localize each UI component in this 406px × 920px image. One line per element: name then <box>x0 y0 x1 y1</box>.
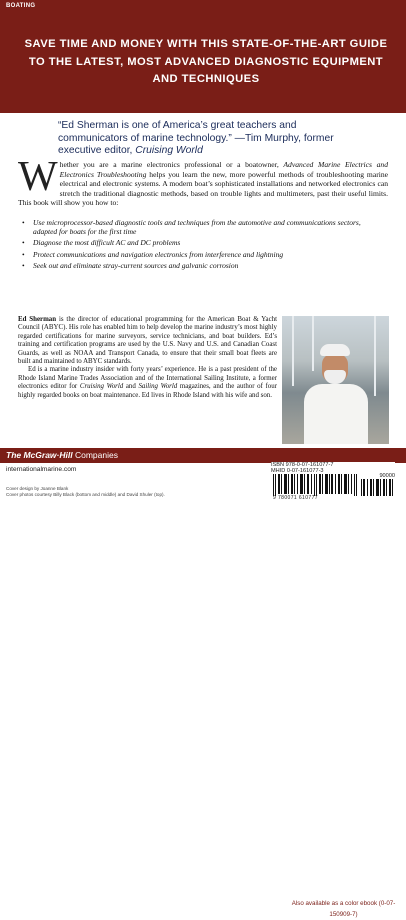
addon-barcode-image <box>361 479 393 496</box>
isbn-number: ISBN 978-0-07-161077-7 <box>271 462 334 468</box>
list-item: • Diagnose the most difficult AC and DC problems <box>22 239 362 248</box>
mhid-number: MHID 0-07-161077-3 <box>271 468 324 474</box>
website-url: internationalmarine.com <box>6 466 77 473</box>
headline: SAVE TIME AND MONEY WITH THIS STATE-OF-THE-ART GUIDE TO THE LATEST, MOST ADVANCED DIAGNOSTIC EQUIPMENT AND TECHNIQUES <box>24 38 388 85</box>
price-code: 90000 <box>379 473 395 479</box>
list-item: • Protect communications and navigation electronics from interference and lightning <box>22 251 362 260</box>
intro-paragraph <box>18 154 388 208</box>
bio-paragraph: Ed Sherman is the director of educational programming for the American Boat & Yacht Council (ABYC). His role has enabled him to help develop the marine industry’s most highly regarded certifications for marine surveyors, service technicians, and boat builders. Ed’s training and certification programs are used by the U.S. Navy and U.S. and Canadian Coast Guards, as well as NOAA and Transport Canada, to ensure that their small boat fleets are built and maintained to ABYC standards. <box>18 316 277 366</box>
intro-text-start: hether you are a marine electronics professional or a boatowner, <box>59 160 284 169</box>
publisher-logo: The McGraw·Hill Companies <box>6 450 118 460</box>
quote-source: Cruising World <box>135 145 203 156</box>
barcode-digits: 9 780071 610777 <box>273 495 318 501</box>
book-title: Advanced Marine Electrics and Electronics Troubleshooting <box>59 160 388 179</box>
barcode-image <box>273 474 357 496</box>
header-banner <box>0 0 406 113</box>
cover-credits: Cover design by Joanne Blank Cover photos courtesy Billy Black (bottom and middle) and David Shuler (top). <box>6 486 165 497</box>
quote-text: “Ed Sherman is one of America’s great teachers and communicators of marine technology.” <box>58 120 297 144</box>
endorsement-quote <box>58 120 348 158</box>
list-item: • Use microprocessor-based diagnostic tools and techniques from the automotive and communications sectors, adapted for boats for the first time <box>22 219 362 236</box>
author-bio <box>18 316 277 400</box>
author-photo <box>282 316 389 444</box>
feature-list <box>22 219 362 274</box>
bio-paragraph: Ed is a marine industry insider with forty years’ experience. He is a past president of the Rhode Island Marine Trades Association and of the International Sailing Institute, a former electronics editor for Cruising World and Sailing World magazines, and the author of four highly regarded books on boat maintenance. Ed lives in Rhode Island with his wife and son. <box>18 366 277 399</box>
quote-attribution: —Tim Murphy, former executive editor, <box>58 132 334 156</box>
list-item: • Seek out and eliminate stray-current sources and galvanic corrosion <box>22 262 362 271</box>
barcode-block <box>271 462 395 500</box>
category-label: BOATING <box>6 3 36 9</box>
drop-cap: W <box>18 154 58 200</box>
intro-text-end: helps you learn the new, more powerful methods of troubleshooting marine electrical and electronic systems. A modern boat’s sophisticated installations and networked electronics can stretch the traditional diagnostic methods, based on trouble lights and multimeters, past their useful limits. This book will show you how to: <box>18 169 388 208</box>
ebook-note: Also available as a color ebook (0-07-150909-7) <box>281 898 406 909</box>
author-name: Ed Sherman <box>18 316 57 323</box>
